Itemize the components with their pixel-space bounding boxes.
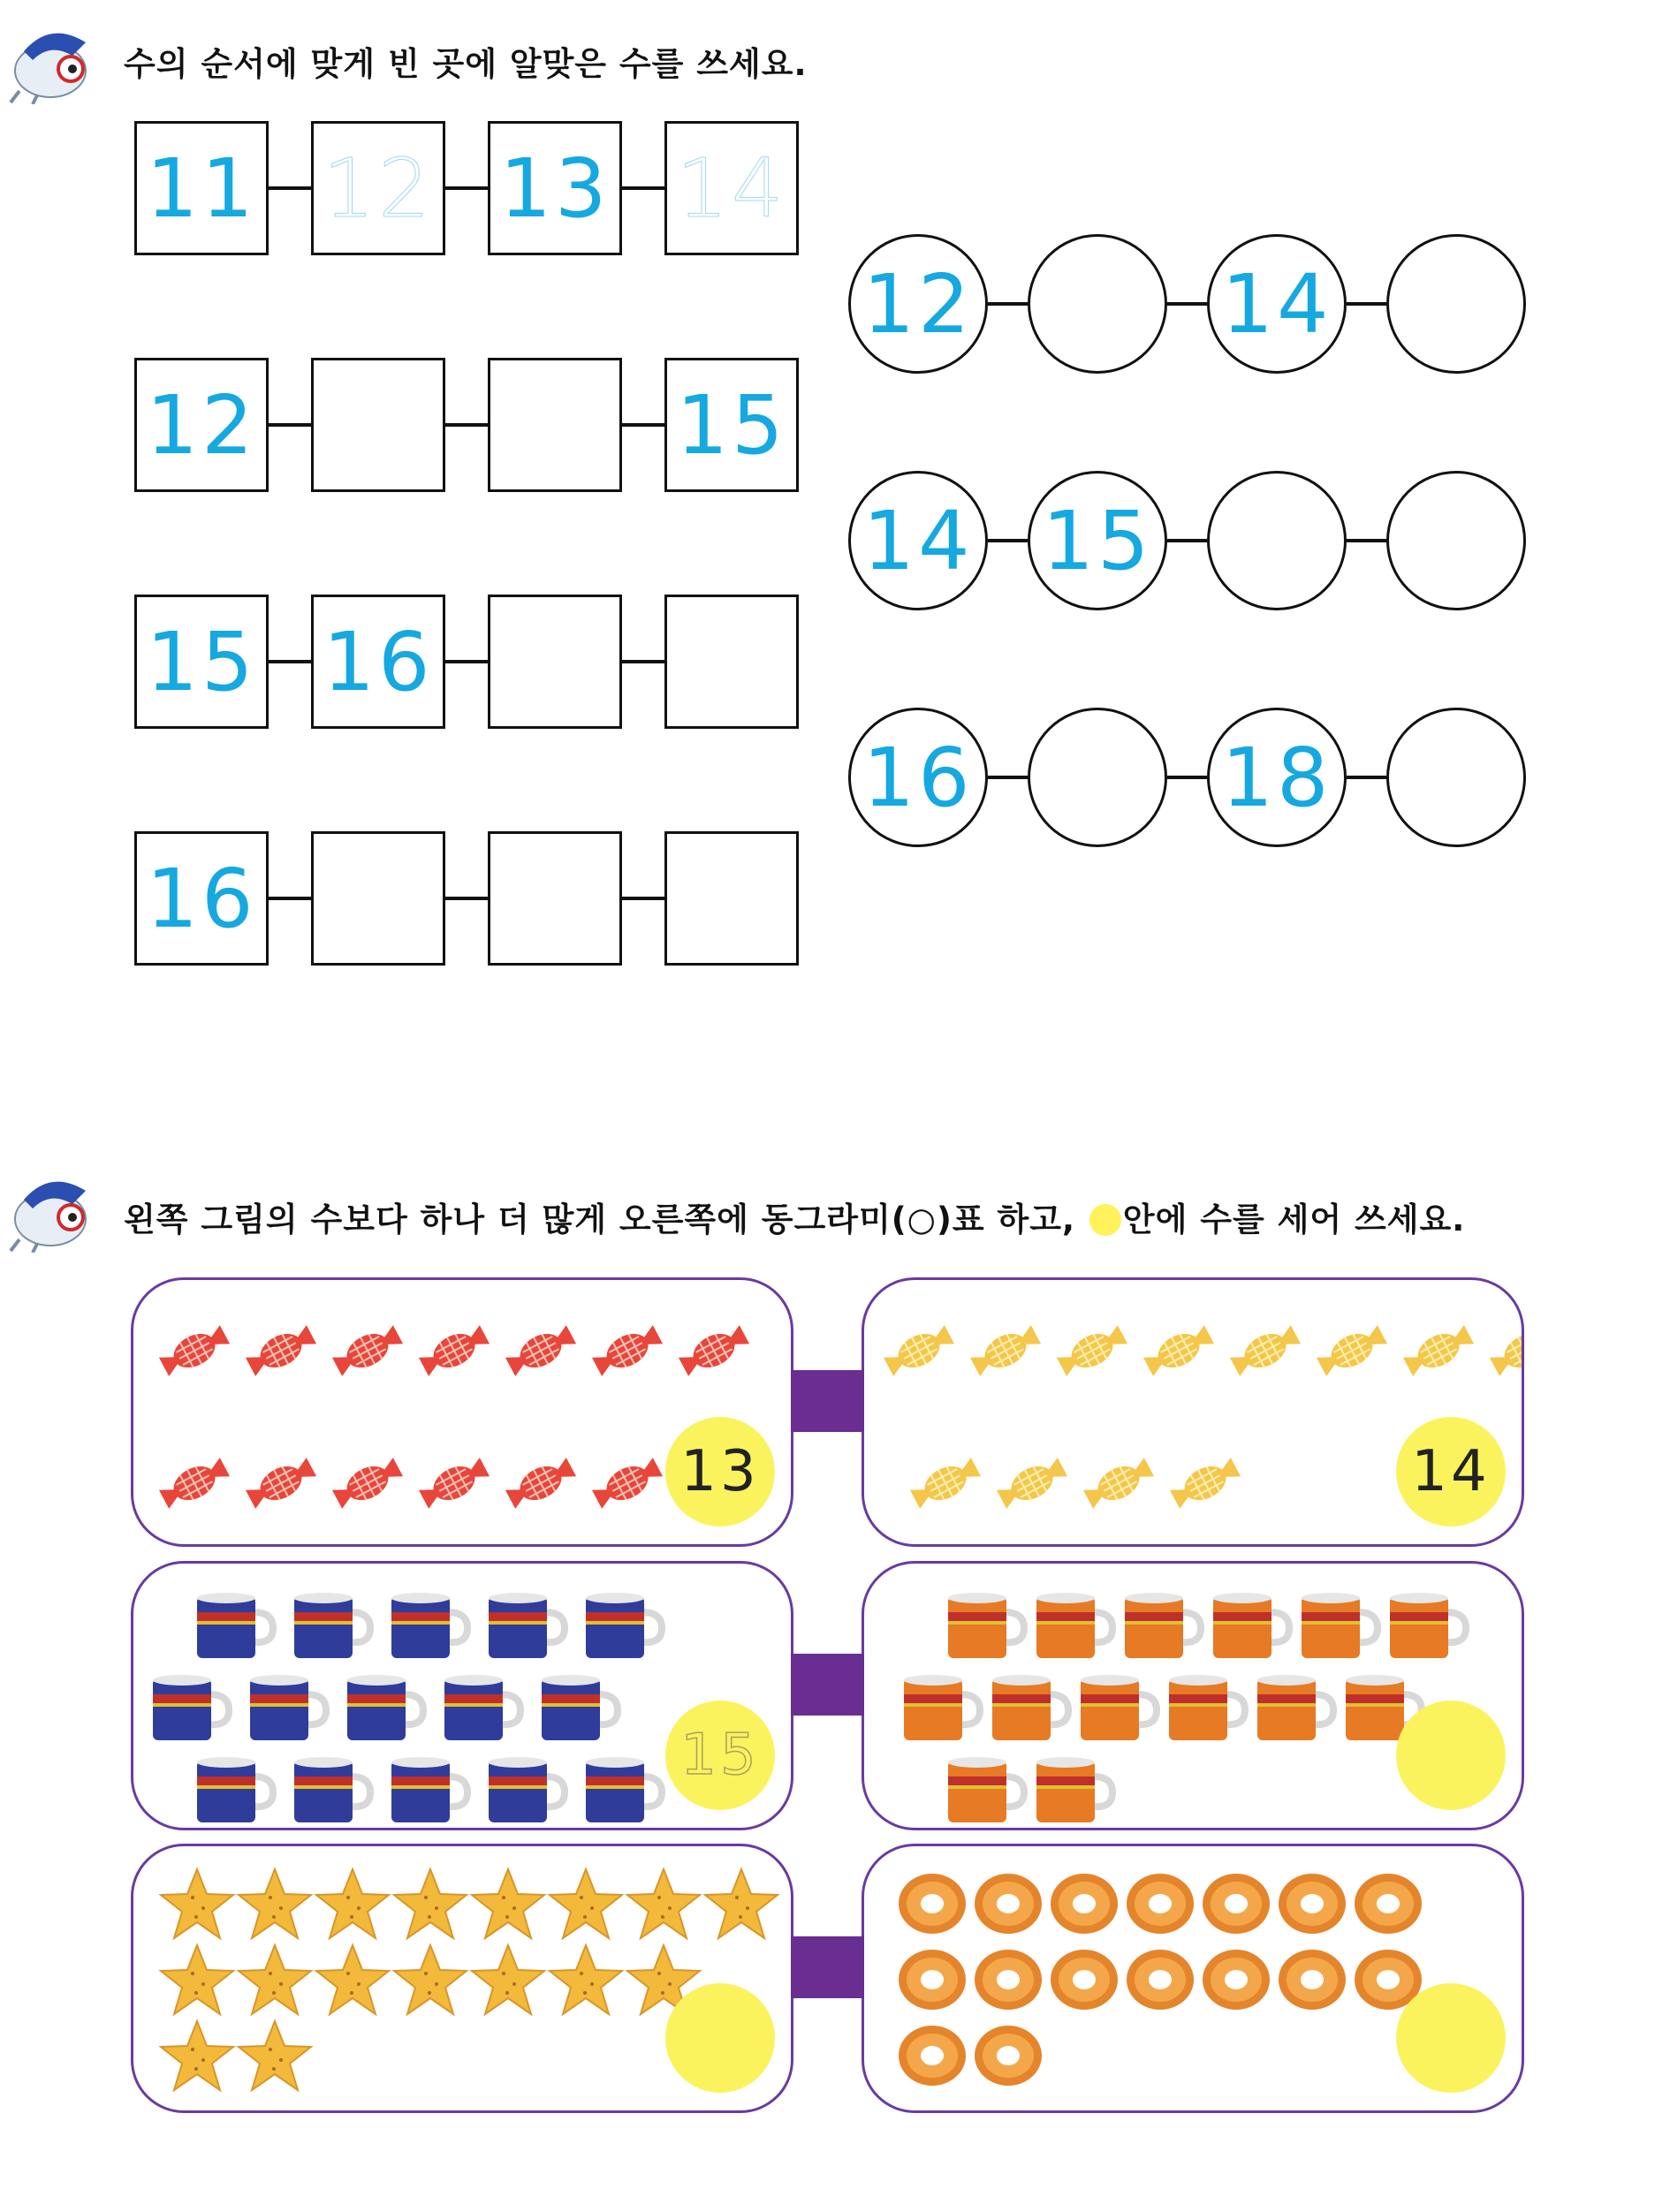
star-cookie-icon [235, 1942, 315, 2021]
yellow-candy-icon[interactable] [1399, 1315, 1478, 1390]
blue-mug-icon [436, 1668, 524, 1751]
number-box: 15 [134, 595, 269, 729]
connector-line [1167, 539, 1207, 542]
yellow-candy-icon[interactable] [1079, 1448, 1158, 1522]
orange-mug-icon[interactable] [1249, 1668, 1337, 1751]
red-candy-icon [155, 1448, 234, 1522]
blue-mug-icon [577, 1586, 665, 1669]
red-candy-icon [674, 1315, 754, 1390]
yellow-candy-icon[interactable] [1139, 1315, 1218, 1390]
ring-cookie-icon[interactable] [971, 1945, 1045, 2018]
counting-panel-left [131, 1844, 793, 2113]
ring-cookie-icon[interactable] [1199, 1869, 1273, 1942]
yellow-candy-icon[interactable] [966, 1315, 1045, 1390]
blank-answer-box[interactable] [488, 831, 622, 966]
blue-mug-icon [383, 1750, 471, 1830]
red-candy-icon [328, 1315, 407, 1390]
blue-mug-icon [144, 1668, 232, 1751]
instruction-2 [124, 1193, 1465, 1240]
instruction-2-part1: 왼쪽 그림의 수보다 하나 더 많게 오른쪽에 동그라미(○)표 하고, [124, 1201, 1076, 1239]
ring-cookie-icon[interactable] [1047, 1869, 1121, 1942]
blue-mug-icon [338, 1668, 427, 1751]
blue-mug-icon [480, 1750, 568, 1830]
star-cookie-icon [157, 1942, 237, 2021]
number-circle: 12 [848, 234, 988, 374]
number-circle: 18 [1207, 708, 1347, 847]
star-cookie-icon [313, 1866, 392, 1945]
ring-cookie-icon[interactable] [1199, 1945, 1273, 2018]
orange-mug-icon[interactable] [939, 1586, 1028, 1669]
ring-cookie-icon[interactable] [895, 2021, 969, 2094]
blue-mug-icon [285, 1586, 374, 1669]
counting-panel-right[interactable] [862, 1561, 1524, 1830]
number-box: 12 [311, 121, 445, 255]
blank-answer-box[interactable] [488, 595, 622, 729]
blank-answer-circle[interactable] [1386, 234, 1526, 374]
connector-line [1347, 539, 1386, 542]
ring-cookie-icon[interactable] [1351, 1869, 1425, 1942]
connector-line [269, 897, 311, 900]
red-candy-icon [414, 1448, 494, 1522]
yellow-candy-icon[interactable] [1485, 1315, 1524, 1390]
orange-mug-icon[interactable] [939, 1750, 1028, 1830]
answer-circle: 15 [665, 1701, 775, 1810]
connector-line [988, 776, 1028, 779]
blue-mug-icon [533, 1668, 621, 1751]
number-box: 11 [134, 121, 269, 255]
number-circle: 14 [1207, 234, 1347, 374]
connector-line [1167, 776, 1207, 779]
blank-answer-box[interactable] [311, 831, 445, 966]
ring-cookie-icon[interactable] [1275, 1945, 1349, 2018]
orange-mug-icon[interactable] [1028, 1586, 1116, 1669]
red-candy-icon [588, 1448, 667, 1522]
connector-line [988, 302, 1028, 306]
star-cookie-icon [624, 1866, 703, 1945]
connector-line [269, 186, 311, 190]
ring-cookie-icon[interactable] [971, 1869, 1045, 1942]
yellow-candy-icon[interactable] [906, 1448, 985, 1522]
orange-mug-icon[interactable] [895, 1668, 983, 1751]
number-box: 16 [134, 831, 269, 966]
ring-cookie-icon[interactable] [895, 1869, 969, 1942]
answer-circle[interactable] [1396, 1983, 1506, 2093]
connector-line [1347, 302, 1386, 306]
orange-mug-icon[interactable] [1072, 1668, 1160, 1751]
yellow-candy-icon[interactable] [1226, 1315, 1305, 1390]
star-cookie-icon [546, 1942, 626, 2021]
blank-answer-circle[interactable] [1207, 471, 1347, 610]
yellow-candy-icon[interactable] [1312, 1315, 1392, 1390]
connector-line [269, 423, 311, 427]
blank-answer-box[interactable] [664, 595, 799, 729]
answer-circle[interactable] [1396, 1701, 1506, 1810]
answer-circle: 13 [665, 1417, 775, 1526]
connector-line [1347, 776, 1386, 779]
counting-panel-left [131, 1561, 793, 1830]
connector-line [445, 660, 488, 663]
blue-mug-icon [188, 1750, 277, 1830]
number-circle: 16 [848, 708, 988, 847]
yellow-candy-icon[interactable] [1165, 1448, 1245, 1522]
star-cookie-icon [468, 1866, 548, 1945]
orange-mug-icon[interactable] [1028, 1750, 1116, 1830]
instruction-1: 수의 순서에 맞게 빈 곳에 알맞은 수를 쓰세요. [124, 45, 808, 83]
number-circle: 14 [848, 471, 988, 610]
star-cookie-icon [546, 1866, 626, 1945]
connector-line [622, 423, 664, 427]
panel-bridge [791, 1654, 864, 1716]
connector-line [622, 186, 664, 190]
mascot-icon [2, 16, 108, 104]
blank-answer-circle[interactable] [1386, 471, 1526, 610]
blank-answer-circle[interactable] [1028, 708, 1167, 847]
star-cookie-icon [391, 1942, 470, 2021]
connector-line [269, 660, 311, 663]
instruction-2-part2: 안에 수를 세어 쓰세요. [1122, 1201, 1466, 1239]
yellow-dot-icon [1089, 1204, 1121, 1236]
star-cookie-icon [468, 1942, 548, 2021]
orange-mug-icon[interactable] [1116, 1586, 1204, 1669]
star-cookie-icon [157, 1866, 237, 1945]
mascot-icon [2, 1164, 108, 1253]
yellow-candy-icon[interactable] [992, 1448, 1072, 1522]
answer-circle[interactable] [665, 1983, 775, 2093]
red-candy-icon [501, 1448, 581, 1522]
number-circle: 15 [1028, 471, 1167, 610]
connector-line [622, 897, 664, 900]
connector-line [445, 423, 488, 427]
number-box: 15 [664, 358, 799, 492]
star-cookie-icon [391, 1866, 470, 1945]
orange-mug-icon[interactable] [1204, 1586, 1293, 1669]
yellow-candy-icon[interactable] [1052, 1315, 1132, 1390]
number-box: 12 [134, 358, 269, 492]
star-cookie-icon [157, 2018, 237, 2097]
blue-mug-icon [285, 1750, 374, 1830]
blank-answer-circle[interactable] [1028, 234, 1167, 374]
ring-cookie-icon[interactable] [1123, 1945, 1197, 2018]
red-candy-icon [155, 1315, 234, 1390]
blank-answer-circle[interactable] [1386, 708, 1526, 847]
connector-line [988, 539, 1028, 542]
panel-bridge [791, 1370, 864, 1432]
red-candy-icon [501, 1315, 581, 1390]
red-candy-icon [588, 1315, 667, 1390]
red-candy-icon [241, 1448, 321, 1522]
red-candy-icon [414, 1315, 494, 1390]
panel-bridge [791, 1936, 864, 1998]
yellow-candy-icon[interactable] [879, 1315, 959, 1390]
answer-circle: 14 [1396, 1417, 1506, 1526]
blank-answer-box[interactable] [664, 831, 799, 966]
blue-mug-icon [577, 1750, 665, 1830]
star-cookie-icon [235, 1866, 315, 1945]
red-candy-icon [328, 1448, 407, 1522]
star-cookie-icon [702, 1866, 781, 1945]
ring-cookie-icon[interactable] [1123, 1869, 1197, 1942]
connector-line [622, 660, 664, 663]
number-box: 16 [311, 595, 445, 729]
number-box: 13 [488, 121, 622, 255]
blank-answer-box[interactable] [311, 358, 445, 492]
counting-panel-right[interactable] [862, 1844, 1524, 2113]
blue-mug-icon [383, 1586, 471, 1669]
blue-mug-icon [241, 1668, 330, 1751]
counting-panel-right[interactable] [862, 1277, 1524, 1547]
ring-cookie-icon[interactable] [895, 1945, 969, 2018]
blue-mug-icon [188, 1586, 277, 1669]
red-candy-icon [241, 1315, 321, 1390]
orange-mug-icon[interactable] [983, 1668, 1072, 1751]
blue-mug-icon [480, 1586, 568, 1669]
star-cookie-icon [235, 2018, 315, 2097]
orange-mug-icon[interactable] [1293, 1586, 1381, 1669]
orange-mug-icon[interactable] [1381, 1586, 1469, 1669]
orange-mug-icon[interactable] [1160, 1668, 1249, 1751]
connector-line [1167, 302, 1207, 306]
ring-cookie-icon[interactable] [971, 2021, 1045, 2094]
counting-panel-left [131, 1277, 793, 1547]
blank-answer-box[interactable] [488, 358, 622, 492]
connector-line [445, 897, 488, 900]
connector-line [445, 186, 488, 190]
star-cookie-icon [313, 1942, 392, 2021]
ring-cookie-icon[interactable] [1275, 1869, 1349, 1942]
ring-cookie-icon[interactable] [1047, 1945, 1121, 2018]
number-box: 14 [664, 121, 799, 255]
